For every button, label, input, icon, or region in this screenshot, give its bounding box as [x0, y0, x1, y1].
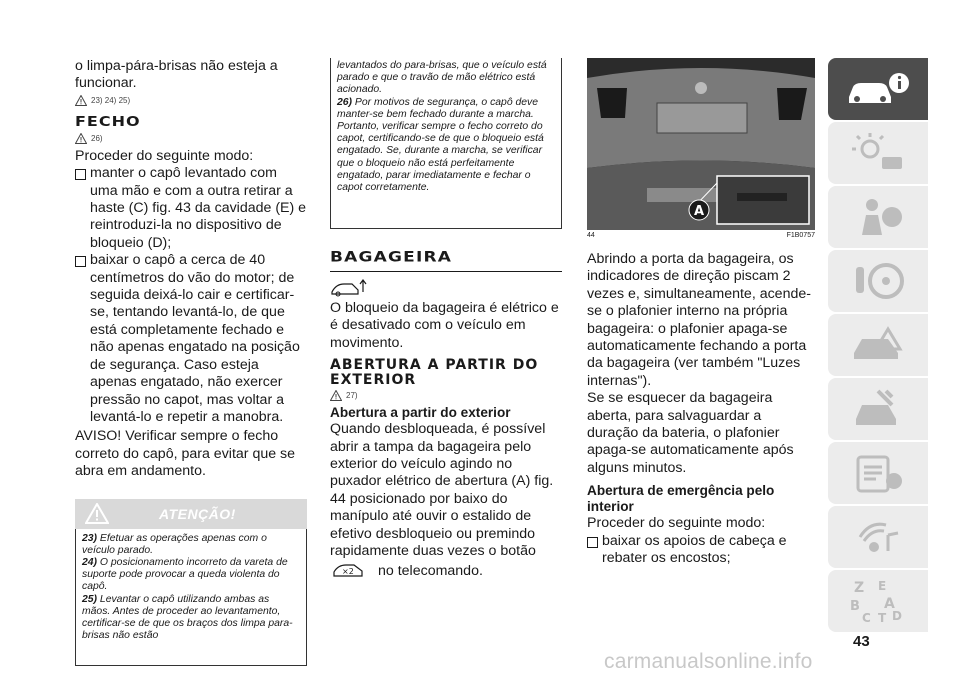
divider	[330, 271, 562, 272]
tab-car-info[interactable]	[828, 58, 928, 120]
warning-reference: 27)	[330, 390, 562, 401]
paragraph: Proceder do seguinte modo:	[75, 147, 254, 164]
callout-a: A	[694, 204, 705, 219]
column-3	[587, 58, 815, 568]
svg-text:T: T	[878, 611, 887, 625]
figure-code: F1B0757	[786, 232, 815, 239]
dashboard-lights-icon	[848, 131, 908, 175]
bullet-item: baixar o capô a cerca de 40 centímetros do vão do motor; de seguida deixá-lo cair e certificar-se, tentando levantá-lo, de que está completamente fechado e não apenas engatado na posição de segurança. Caso esteja apenas engatado, não exercer pressão no capot, mas voltar a levantá-lo e repetir a manobra.	[75, 252, 307, 426]
svg-text:A: A	[884, 596, 895, 612]
subheading: Abertura a partir do exterior	[330, 405, 511, 421]
paragraph: Proceder do seguinte modo:	[587, 515, 766, 532]
chapter-tabs	[828, 58, 928, 630]
steering-wheel-icon	[848, 259, 908, 303]
bullet-box-icon	[75, 169, 86, 180]
luggage-lock-icon	[330, 278, 370, 298]
column-2	[330, 58, 562, 580]
section-heading-abertura: ABERTURA A PARTIR DO EXTERIOR	[330, 357, 539, 389]
bullet-item: baixar os apoios de cabeça e rebater os encostos;	[587, 533, 815, 568]
column-1	[75, 58, 307, 666]
bullet-box-icon	[587, 537, 598, 548]
svg-text:E: E	[878, 579, 887, 593]
notice-paragraph: AVISO! Verificar sempre o fecho correto do capô, para evitar que se abra em andamento.	[75, 428, 296, 480]
warning-triangle-icon	[85, 503, 109, 524]
service-maintenance-icon	[848, 387, 908, 431]
warning-box-continued: levantados do para-brisas, que o veículo está parado e que o travão de mão elétrico está acionado. 26) Por motivos de segurança, o capô deve manter-se bem fechado durante a marcha. Portanto, verificar sempre o fecho correto do capot, certificando-se de que o bloqueio está engatado. Se, durante a marcha, se verificar que o bloqueio não está perfeitamente engatado, parar imediatamente e fechar o capot corretamente.	[330, 58, 562, 229]
technical-data-icon	[848, 451, 908, 495]
paragraph: O bloqueio da bagageira é elétrico e é desativado com o veículo em movimento.	[330, 300, 559, 351]
remote-trunk-button-icon	[330, 562, 370, 580]
tab-steering-wheel[interactable]	[828, 250, 928, 312]
svg-text:Z: Z	[854, 580, 865, 596]
paragraph: Se se esquecer da bagageira aberta, para salvaguardar a duração da bateria, o plafonier apaga-se automaticamente após alguns minutos.	[587, 390, 794, 476]
tab-dashboard-lights[interactable]	[828, 122, 928, 184]
figure-caption	[587, 232, 815, 239]
warning-box: 23) Efetuar as operações apenas com o veículo parado. 24) O posicionamento incorreto da vareta de suporte pode provocar a queda violenta do capô. 25) Levantar o capô utilizando ambas as mãos. Antes de proceder ao levantamento, certificar-se de que os braços dos limpa para-brisas não estão	[75, 529, 307, 666]
paragraph: Quando desbloqueada, é possível abrir a tampa da bagageira pelo exterior do veículo agindo no puxador elétrico de abertura (A) fig. 44 posicionado por baixo do manípulo até ouvir o estalido de efetivo desbloqueio ou premindo rapidamente duas vezes o botão	[330, 421, 554, 560]
page-number: 43	[853, 633, 870, 650]
tab-technical-data[interactable]	[828, 442, 928, 504]
warning-reference: 26)	[75, 133, 307, 144]
svg-text:C: C	[862, 611, 871, 625]
svg-text:B: B	[850, 599, 860, 614]
car-info-icon	[843, 69, 913, 109]
paragraph: Abrindo a porta da bagageira, os indicadores de direção piscam 2 vezes e, simultaneamente, acende-se o plafonier interno na própria bagageira: o plafonier apaga-se automaticamente fechando a porta da bagageira (ver também "Luzes internas").	[587, 251, 811, 389]
warning-reference: 23) 24) 25)	[75, 95, 307, 106]
warning-triangle-icon	[75, 133, 87, 144]
attention-label: ATENÇÃO!	[159, 505, 236, 522]
subheading: Abertura de emergência pelo interior	[587, 483, 775, 515]
remote-button-line: ×2 no telecomando.	[330, 562, 562, 580]
tab-index[interactable]	[828, 570, 928, 632]
bullet-item: manter o capô levantado com uma mão e com a outra retirar a haste (C) fig. 43 da cavidade (E) e reintroduzi-la no dispositivo de bloqueio (D);	[75, 165, 307, 252]
figure-number: 44	[587, 232, 595, 239]
trunk-photo	[587, 58, 815, 230]
warning-triangle-icon	[75, 95, 87, 106]
section-heading-bagageira: BAGAGEIRA	[330, 248, 453, 266]
svg-text:D: D	[892, 609, 902, 623]
tab-airbag-safety[interactable]	[828, 186, 928, 248]
bullet-box-icon	[75, 256, 86, 267]
tab-multimedia[interactable]	[828, 506, 928, 568]
airbag-safety-icon	[848, 195, 908, 239]
tab-breakdown[interactable]	[828, 314, 928, 376]
multimedia-icon	[848, 515, 908, 559]
section-heading-fecho: FECHO	[75, 113, 141, 130]
watermark: carmanualsonline.info	[604, 650, 813, 673]
breakdown-icon	[848, 323, 908, 367]
attention-banner	[75, 499, 307, 529]
figure-44	[587, 58, 815, 230]
intro-text: o limpa-pára-brisas não esteja a funcionar.	[75, 58, 278, 92]
tab-service-maintenance[interactable]	[828, 378, 928, 440]
index-icon	[848, 576, 908, 626]
warning-triangle-icon	[330, 390, 342, 401]
svg-text:×2: ×2	[342, 567, 354, 577]
